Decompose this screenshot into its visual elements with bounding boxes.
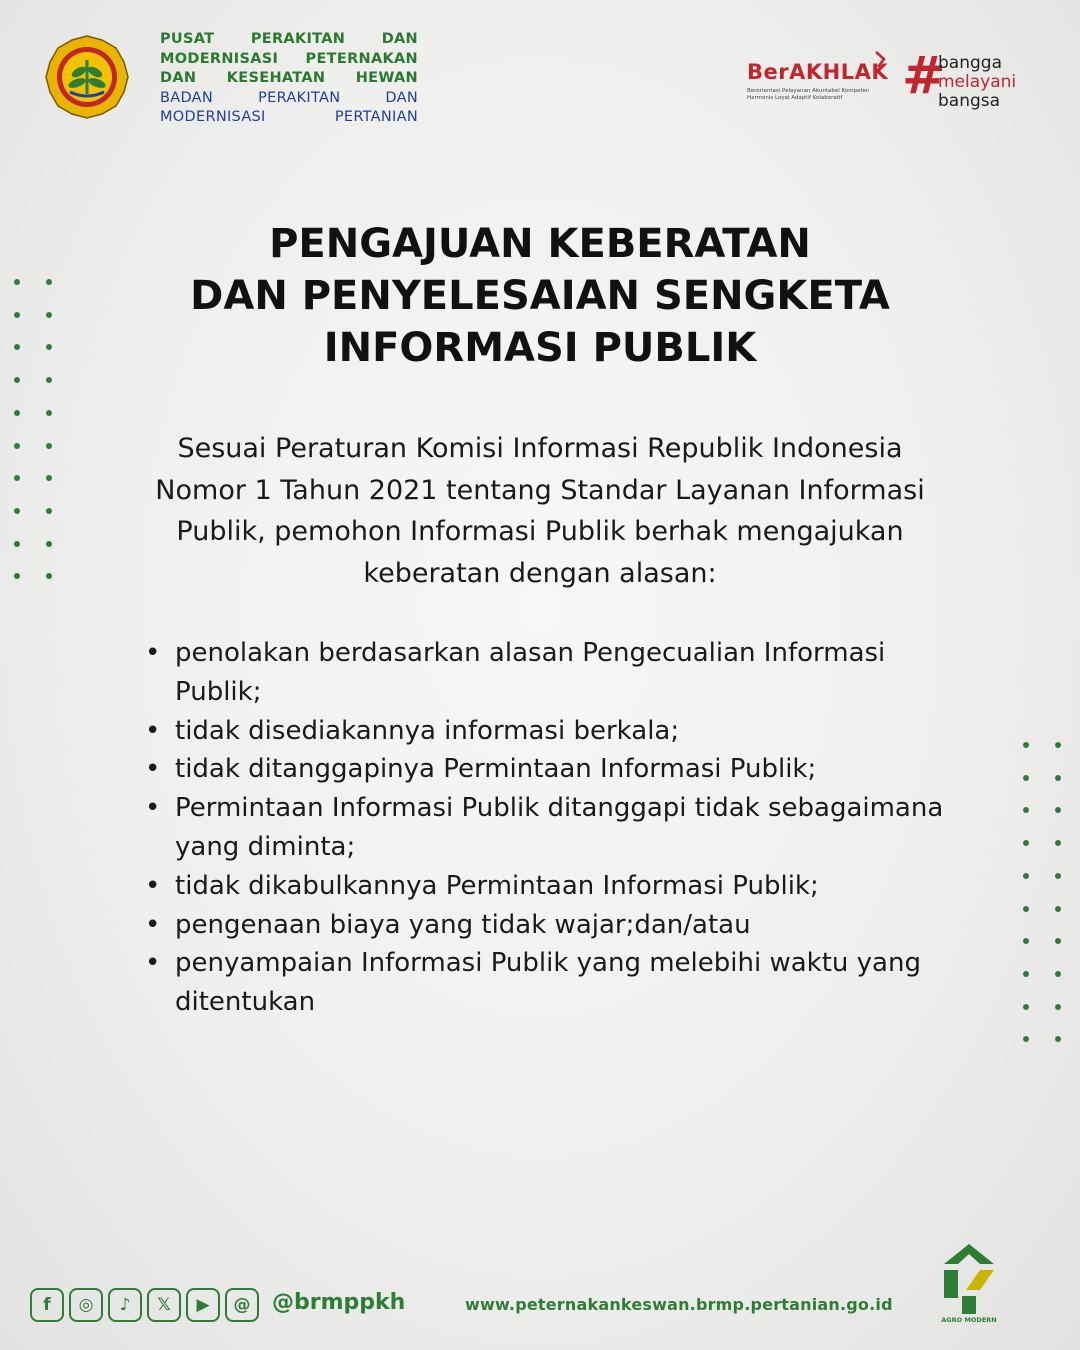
- bangga-line: melayani: [938, 72, 1017, 92]
- website-link[interactable]: www.peternakankeswan.brmp.pertanian.go.id: [465, 1295, 893, 1314]
- agro-modern-logo: [934, 1240, 1004, 1330]
- decorative-dot: [14, 541, 20, 547]
- decorative-dot: [46, 312, 52, 318]
- bullet-icon: •: [145, 948, 161, 979]
- tiktok-icon[interactable]: ♪: [108, 1288, 142, 1322]
- decorative-dot: [46, 541, 52, 547]
- decorative-dot: [14, 410, 20, 416]
- decorative-dot: [1023, 775, 1029, 781]
- list-item: • tidak dikabulkannya Permintaan Informasi Publik;: [145, 867, 975, 906]
- bullet-icon: •: [145, 793, 161, 824]
- decorative-dot: [46, 573, 52, 579]
- decorative-dot: [1055, 938, 1061, 944]
- decorative-dot: [14, 443, 20, 449]
- ministry-emblem-icon: [44, 34, 130, 120]
- decorative-dot: [46, 508, 52, 514]
- bullet-icon: •: [145, 754, 161, 785]
- intro-line: Publik, pemohon Informasi Publik berhak mengajukan: [176, 516, 904, 547]
- decorative-dot: [14, 475, 20, 481]
- decorative-dot: [1055, 873, 1061, 879]
- decorative-dot: [1023, 1004, 1029, 1010]
- intro-line: Sesuai Peraturan Komisi Informasi Republik Indonesia: [177, 433, 903, 464]
- bangga-line: bangga: [938, 53, 1002, 73]
- facebook-icon[interactable]: f: [30, 1288, 64, 1322]
- org-line: MODERNISASI PERTANIAN: [160, 109, 418, 125]
- decorative-dot: [1055, 840, 1061, 846]
- decorative-dot: [1023, 938, 1029, 944]
- title-line: DAN PENYELESAIAN SENGKETA: [190, 273, 890, 319]
- decorative-dot: [1023, 971, 1029, 977]
- org-line: DAN KESEHATAN HEWAN: [160, 70, 418, 86]
- decorative-dots-right: [1023, 742, 1063, 1042]
- bullet-icon: •: [145, 715, 161, 746]
- decorative-dot: [46, 443, 52, 449]
- list-item: • penolakan berdasarkan alasan Pengecualian Informasi Publik;: [145, 634, 975, 712]
- social-handle[interactable]: @brmppkh: [272, 1290, 406, 1315]
- berakhlak-wordmark: BerAKHLAK: [747, 60, 889, 84]
- decorative-dot: [1055, 807, 1061, 813]
- decorative-dot: [1055, 971, 1061, 977]
- youtube-icon[interactable]: ▶: [186, 1288, 220, 1322]
- decorative-dot: [1055, 742, 1061, 748]
- decorative-dot: [14, 508, 20, 514]
- decorative-dot: [14, 279, 20, 285]
- org-line: MODERNISASI PETERNAKAN: [160, 50, 418, 67]
- list-item: • Permintaan Informasi Publik ditanggapi tidak sebagaimana yang diminta;: [145, 789, 975, 867]
- decorative-dot: [1055, 775, 1061, 781]
- decorative-dot: [14, 377, 20, 383]
- decorative-dot: [1023, 807, 1029, 813]
- agro-modern-label: AGRO MODERN: [941, 1316, 997, 1324]
- instagram-icon[interactable]: ◎: [69, 1288, 103, 1322]
- decorative-dot: [1055, 906, 1061, 912]
- decorative-dot: [46, 279, 52, 285]
- decorative-dot: [14, 573, 20, 579]
- decorative-dot: [14, 344, 20, 350]
- bullet-icon: •: [145, 909, 161, 940]
- title-line: INFORMASI PUBLIK: [323, 325, 757, 371]
- bangga-melayani-bangsa-logo: [902, 46, 1032, 112]
- decorative-dot: [46, 475, 52, 481]
- decorative-dot: [1023, 742, 1029, 748]
- decorative-dot: [46, 410, 52, 416]
- agro-modern-icon: [934, 1240, 1004, 1316]
- decorative-dot: [14, 312, 20, 318]
- list-item: • tidak disediakannya informasi berkala;: [145, 712, 975, 751]
- title-line: PENGAJUAN KEBERATAN: [269, 221, 811, 267]
- bangga-line: bangsa: [938, 91, 1001, 111]
- intro-line: keberatan dengan alasan:: [363, 557, 717, 589]
- list-item: • tidak ditanggapinya Permintaan Informasi Publik;: [145, 750, 975, 789]
- decorative-dot: [46, 344, 52, 350]
- bullet-icon: •: [145, 870, 161, 901]
- threads-icon[interactable]: @: [225, 1288, 259, 1322]
- decorative-dot: [46, 377, 52, 383]
- list-item: • penyampaian Informasi Publik yang melebihi waktu yang ditentukan: [145, 944, 975, 1022]
- organization-name: [160, 30, 418, 128]
- decorative-dot: [1023, 1036, 1029, 1042]
- chevron-right-icon: [873, 50, 887, 70]
- org-line: BADAN PERAKITAN DAN: [160, 89, 418, 106]
- intro-line: Nomor 1 Tahun 2021 tentang Standar Layanan Informasi: [155, 474, 925, 506]
- hashtag-icon: #: [902, 46, 946, 106]
- intro-paragraph: [110, 428, 970, 594]
- decorative-dot: [1055, 1004, 1061, 1010]
- reasons-list: [145, 634, 975, 1022]
- x-icon[interactable]: 𝕏: [147, 1288, 181, 1322]
- list-item: • pengenaan biaya yang tidak wajar;dan/atau: [145, 906, 975, 945]
- org-line: PUSAT PERAKITAN DAN: [160, 31, 418, 47]
- page-title: [0, 218, 1080, 374]
- decorative-dot: [1023, 906, 1029, 912]
- decorative-dot: [1055, 1036, 1061, 1042]
- bullet-icon: •: [145, 638, 161, 668]
- berakhlak-logo: [745, 50, 895, 110]
- decorative-dot: [1023, 873, 1029, 879]
- decorative-dots-left: [14, 279, 54, 579]
- berakhlak-tagline: Berorientasi Pelayanan Akuntabel Kompeten Harmonis Loyal Adaptif Kolaboratif: [747, 88, 870, 101]
- social-icons: [30, 1288, 259, 1322]
- decorative-dot: [1023, 840, 1029, 846]
